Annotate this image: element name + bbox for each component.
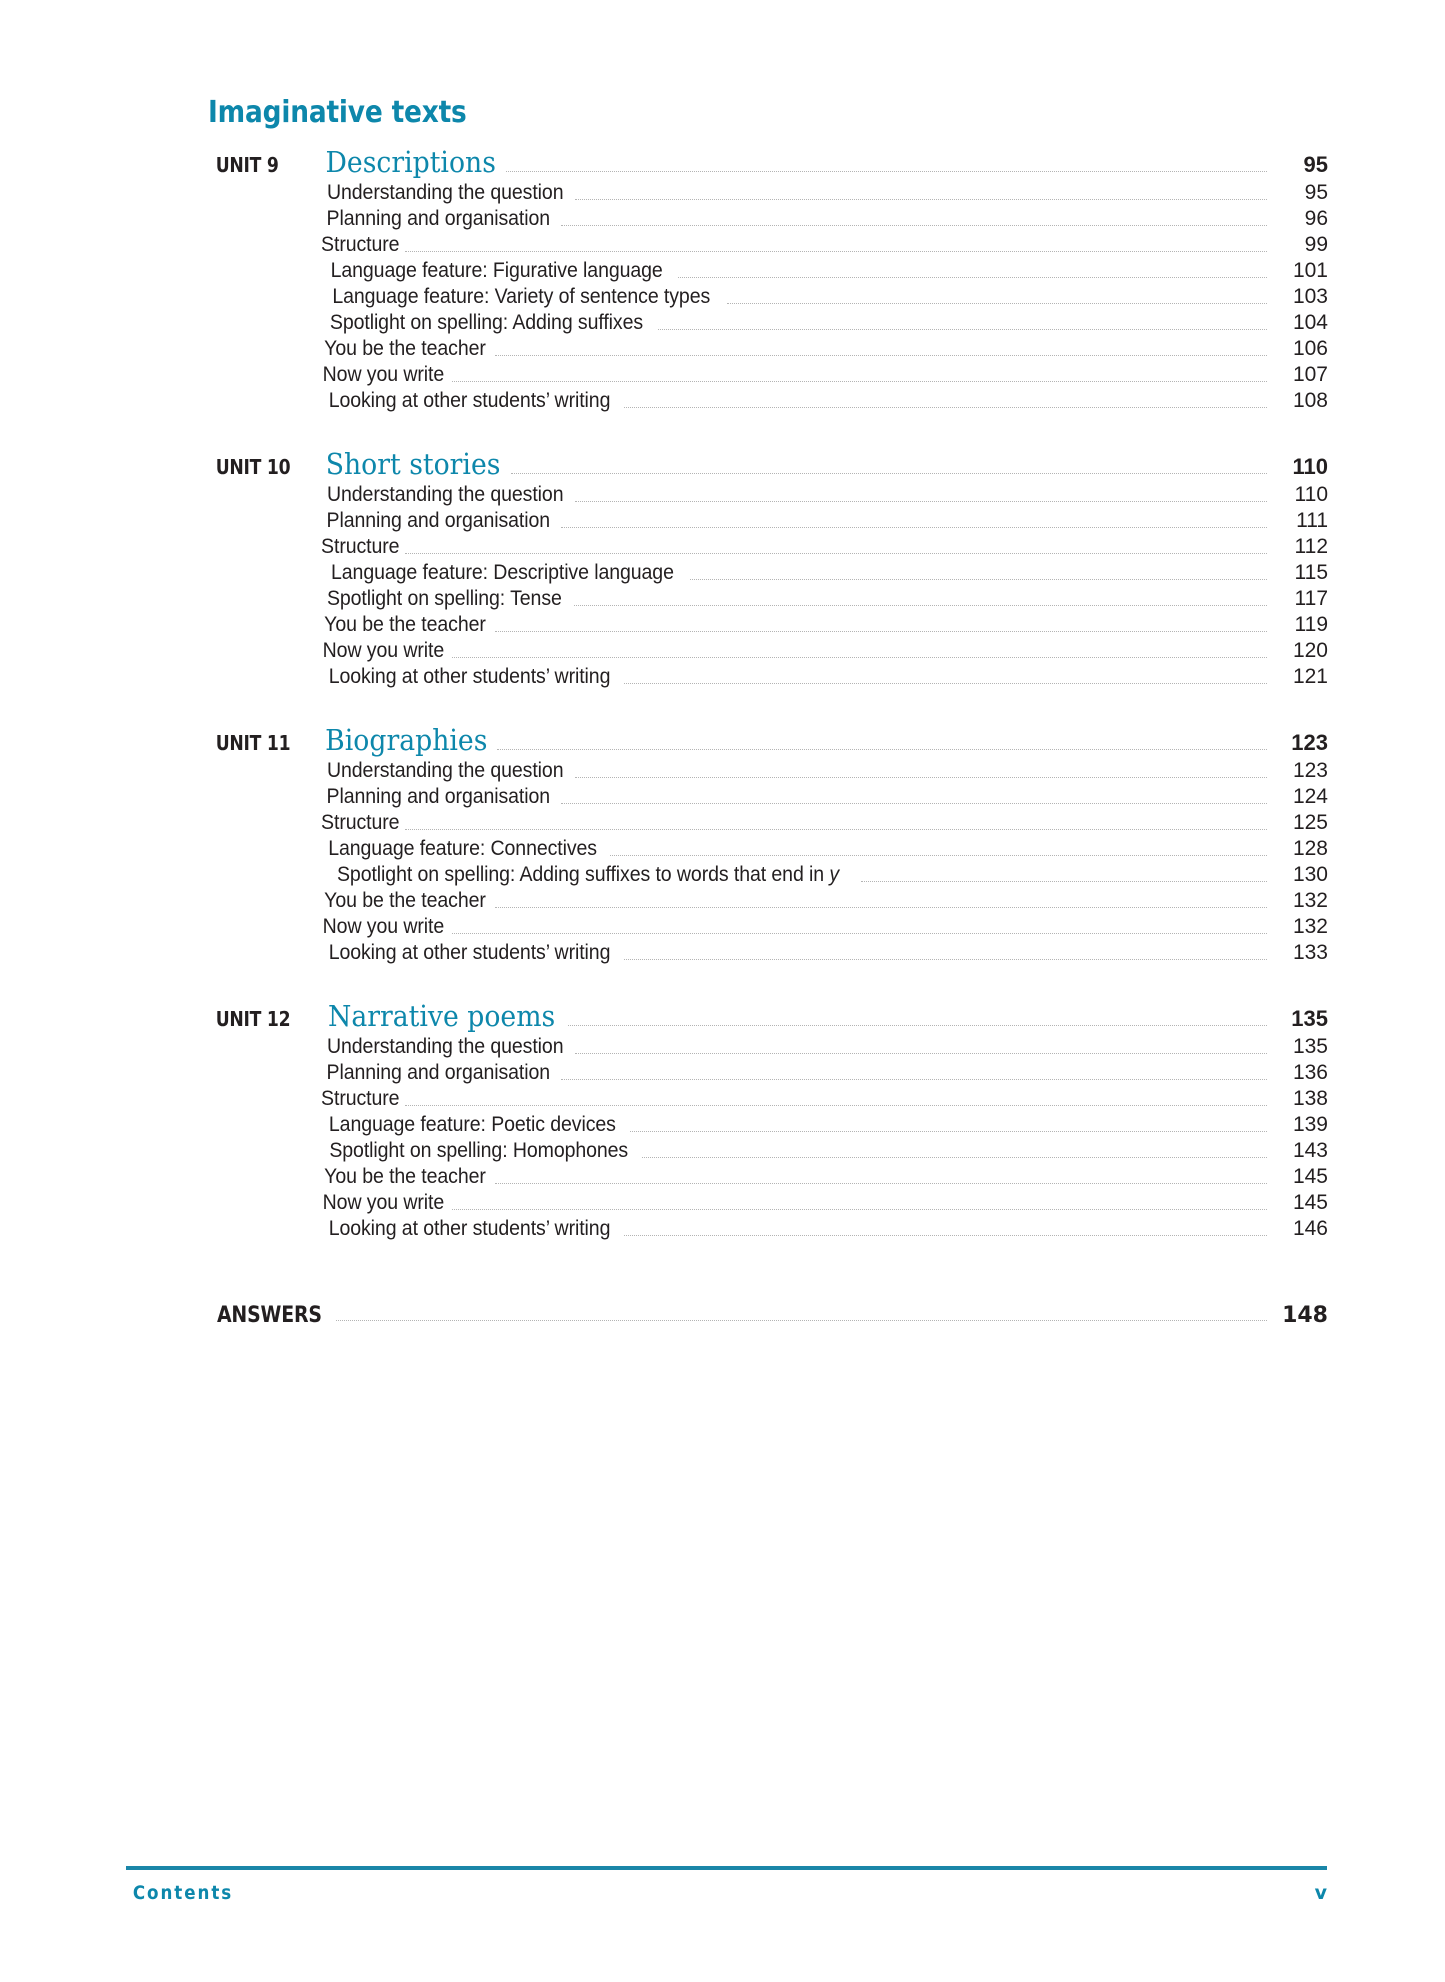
entry-page-number: 135: [1292, 1035, 1328, 1058]
entry-page-number: 125: [1292, 811, 1328, 834]
leader-dots: [610, 854, 1267, 856]
toc-entry-row[interactable]: [208, 837, 1328, 861]
entry-title: Language feature: Descriptive language: [331, 561, 674, 584]
toc-entry-row[interactable]: [208, 337, 1328, 361]
toc-entry-row[interactable]: [208, 613, 1328, 637]
leader-dots: [575, 198, 1267, 200]
leader-dots: [575, 776, 1267, 778]
entry-title-text: Spotlight on spelling: Adding suffixes to words that end in: [337, 863, 830, 886]
entry-page-number: 143: [1292, 1139, 1328, 1162]
unit-page-number: 110: [1292, 454, 1328, 479]
unit-number-label: UNIT 12: [215, 1007, 291, 1031]
toc-entry-row[interactable]: [208, 259, 1328, 283]
toc-entry-row[interactable]: [208, 863, 1328, 887]
entry-title: You be the teacher: [324, 889, 486, 912]
entry-page-number: 132: [1292, 889, 1328, 912]
entry-page-number: 146: [1292, 1217, 1328, 1240]
leader-dots: [495, 906, 1267, 908]
entry-page-number: 99: [1304, 233, 1328, 256]
toc-entry-row[interactable]: [208, 1165, 1328, 1189]
toc-entry-row[interactable]: [208, 363, 1328, 387]
unit-page-number: 135: [1291, 1006, 1328, 1031]
unit-block: [208, 999, 1328, 1241]
unit-block: [208, 145, 1328, 413]
leader-dots: [336, 1319, 1267, 1321]
unit-number-label: UNIT 9: [215, 153, 279, 177]
leader-dots: [452, 932, 1267, 934]
entry-title: Spotlight on spelling: Adding suffixes: [329, 311, 644, 334]
entry-title: Spotlight on spelling: Tense: [326, 587, 562, 610]
leader-dots: [642, 1156, 1267, 1158]
leader-dots: [405, 552, 1267, 554]
leader-dots: [690, 578, 1267, 580]
entry-page-number: 110: [1294, 483, 1328, 506]
entry-title: Planning and organisation: [326, 509, 551, 532]
entry-page-number: 136: [1292, 1061, 1328, 1084]
footer-divider: [126, 1866, 1327, 1870]
toc-entry-row[interactable]: [208, 1139, 1328, 1163]
unit-title: Short stories: [325, 447, 501, 481]
entry-page-number: 104: [1292, 311, 1328, 334]
unit-page-number: 95: [1303, 152, 1328, 177]
footer-content: [126, 1882, 1327, 1904]
toc-entry-row[interactable]: [208, 535, 1328, 559]
entry-title: Understanding the question: [327, 759, 564, 782]
entry-page-number: 96: [1304, 207, 1328, 230]
entry-page-number: 130: [1292, 863, 1328, 886]
entry-page-number: 120: [1292, 639, 1328, 662]
entry-title: Understanding the question: [327, 1035, 564, 1058]
toc-entry-row[interactable]: [208, 1217, 1328, 1241]
toc-entry-row[interactable]: [208, 233, 1328, 257]
leader-dots: [405, 1104, 1267, 1106]
entry-page-number: 124: [1292, 785, 1328, 808]
leader-dots: [405, 828, 1267, 830]
entry-page-number: 117: [1294, 587, 1328, 610]
answers-label: ANSWERS: [216, 1303, 322, 1328]
leader-dots: [495, 354, 1267, 356]
leader-dots: [727, 302, 1267, 304]
entry-title: Looking at other students’ writing: [328, 389, 611, 412]
footer-section-label: Contents: [132, 1882, 234, 1904]
entry-page-number: 103: [1292, 285, 1328, 308]
toc-entry-row[interactable]: [208, 941, 1328, 965]
entry-title: Looking at other students’ writing: [328, 665, 611, 688]
leader-dots: [452, 656, 1267, 658]
leader-dots: [630, 1130, 1267, 1132]
toc-entry-row[interactable]: [208, 889, 1328, 913]
entry-title: Planning and organisation: [326, 207, 551, 230]
leader-dots: [624, 958, 1267, 960]
answers-page-number: 148: [1282, 1303, 1328, 1328]
unit-title: Narrative poems: [327, 999, 556, 1033]
toc-entry-row[interactable]: [208, 759, 1328, 783]
toc-entry-row[interactable]: [208, 785, 1328, 809]
leader-dots: [561, 802, 1267, 804]
toc-entry-row[interactable]: [208, 587, 1328, 611]
toc-entry-row[interactable]: [208, 389, 1328, 413]
toc-entry-row[interactable]: [208, 483, 1328, 507]
toc-content: [208, 96, 1328, 1328]
unit-heading-row[interactable]: [208, 723, 1328, 757]
leader-dots: [568, 1024, 1267, 1026]
answers-block: [208, 1303, 1328, 1328]
leader-dots: [506, 170, 1267, 172]
leader-dots: [495, 630, 1267, 632]
unit-heading-row[interactable]: [208, 447, 1328, 481]
leader-dots: [497, 748, 1267, 750]
entry-page-number: 115: [1294, 561, 1328, 584]
leader-dots: [575, 1052, 1267, 1054]
toc-entry-row[interactable]: [208, 639, 1328, 663]
leader-dots: [658, 328, 1267, 330]
entry-page-number: 123: [1292, 759, 1328, 782]
entry-title: You be the teacher: [324, 337, 486, 360]
leader-dots: [561, 1078, 1267, 1080]
entry-page-number: 139: [1292, 1113, 1328, 1136]
unit-page-number: 123: [1291, 730, 1328, 755]
entry-page-number: 107: [1292, 363, 1328, 386]
unit-list: [208, 145, 1328, 1241]
leader-dots: [574, 604, 1268, 606]
page-title: Imaginative texts: [208, 95, 467, 130]
entry-page-number: 111: [1296, 509, 1328, 532]
toc-entry-row[interactable]: [208, 665, 1328, 689]
entry-title: Structure: [321, 233, 400, 256]
entry-title: Structure: [321, 811, 400, 834]
unit-title: Biographies: [325, 723, 488, 757]
leader-dots: [495, 1182, 1267, 1184]
entry-title: Now you write: [322, 1191, 445, 1214]
footer-page-number: v: [1314, 1882, 1327, 1904]
leader-dots: [575, 500, 1267, 502]
unit-heading-row[interactable]: [208, 999, 1328, 1033]
leader-dots: [561, 526, 1267, 528]
entry-title: Language feature: Figurative language: [330, 259, 663, 282]
toc-entry-row[interactable]: [208, 311, 1328, 335]
unit-block: [208, 723, 1328, 965]
toc-entry-row[interactable]: [208, 181, 1328, 205]
page-footer: [126, 1866, 1327, 1904]
unit-heading-row[interactable]: [208, 145, 1328, 179]
entry-page-number: 138: [1292, 1087, 1328, 1110]
entry-page-number: 133: [1292, 941, 1328, 964]
entry-page-number: 145: [1292, 1165, 1328, 1188]
entry-page-number: 119: [1294, 613, 1328, 636]
entry-title: [337, 863, 842, 887]
toc-entry-row[interactable]: [208, 1087, 1328, 1111]
entry-title: Language feature: Variety of sentence types: [332, 285, 711, 308]
toc-entry-row[interactable]: [208, 1035, 1328, 1059]
entry-page-number: 106: [1292, 337, 1328, 360]
entry-title: Understanding the question: [327, 483, 564, 506]
entry-page-number: 132: [1292, 915, 1328, 938]
entry-page-number: 95: [1304, 181, 1328, 204]
entry-page-number: 108: [1292, 389, 1328, 412]
entry-title-emphasis: y: [829, 863, 840, 886]
unit-number-label: UNIT 11: [215, 731, 291, 755]
entry-page-number: 128: [1292, 837, 1328, 860]
entry-title: Spotlight on spelling: Homophones: [329, 1139, 629, 1162]
entry-title: Structure: [321, 535, 400, 558]
toc-entry-row[interactable]: [208, 1191, 1328, 1215]
entry-page-number: 101: [1292, 259, 1328, 282]
leader-dots: [511, 472, 1267, 474]
entry-title: Now you write: [322, 639, 445, 662]
entry-page-number: 121: [1292, 665, 1328, 688]
leader-dots: [624, 406, 1267, 408]
leader-dots: [624, 1234, 1267, 1236]
entry-title: Language feature: Connectives: [328, 837, 597, 860]
toc-entry-row[interactable]: [208, 561, 1328, 585]
leader-dots: [405, 250, 1267, 252]
leader-dots: [452, 1208, 1267, 1210]
toc-entry-row[interactable]: [208, 811, 1328, 835]
unit-block: [208, 447, 1328, 689]
entry-title: Language feature: Poetic devices: [328, 1113, 616, 1136]
entry-page-number: 145: [1292, 1191, 1328, 1214]
toc-entry-row[interactable]: [208, 207, 1328, 231]
leader-dots: [624, 682, 1267, 684]
entry-title: You be the teacher: [324, 1165, 486, 1188]
answers-row[interactable]: [208, 1303, 1328, 1328]
toc-entry-row[interactable]: [208, 1113, 1328, 1137]
leader-dots: [561, 224, 1267, 226]
toc-entry-row[interactable]: [208, 285, 1328, 309]
toc-entry-row[interactable]: [208, 915, 1328, 939]
entry-title: Looking at other students’ writing: [328, 1217, 611, 1240]
entry-title: Planning and organisation: [326, 1061, 551, 1084]
entry-title: Now you write: [322, 915, 445, 938]
entry-title: You be the teacher: [324, 613, 486, 636]
leader-dots: [678, 276, 1267, 278]
entry-title: Structure: [321, 1087, 400, 1110]
toc-entry-row[interactable]: [208, 1061, 1328, 1085]
entry-title: Looking at other students’ writing: [328, 941, 611, 964]
entry-title: Planning and organisation: [326, 785, 551, 808]
entry-page-number: 112: [1294, 535, 1328, 558]
entry-title: Now you write: [322, 363, 445, 386]
leader-dots: [452, 380, 1267, 382]
leader-dots: [861, 880, 1267, 882]
unit-title: Descriptions: [325, 145, 496, 179]
toc-entry-row[interactable]: [208, 509, 1328, 533]
entry-title: Understanding the question: [327, 181, 564, 204]
unit-number-label: UNIT 10: [215, 455, 291, 479]
